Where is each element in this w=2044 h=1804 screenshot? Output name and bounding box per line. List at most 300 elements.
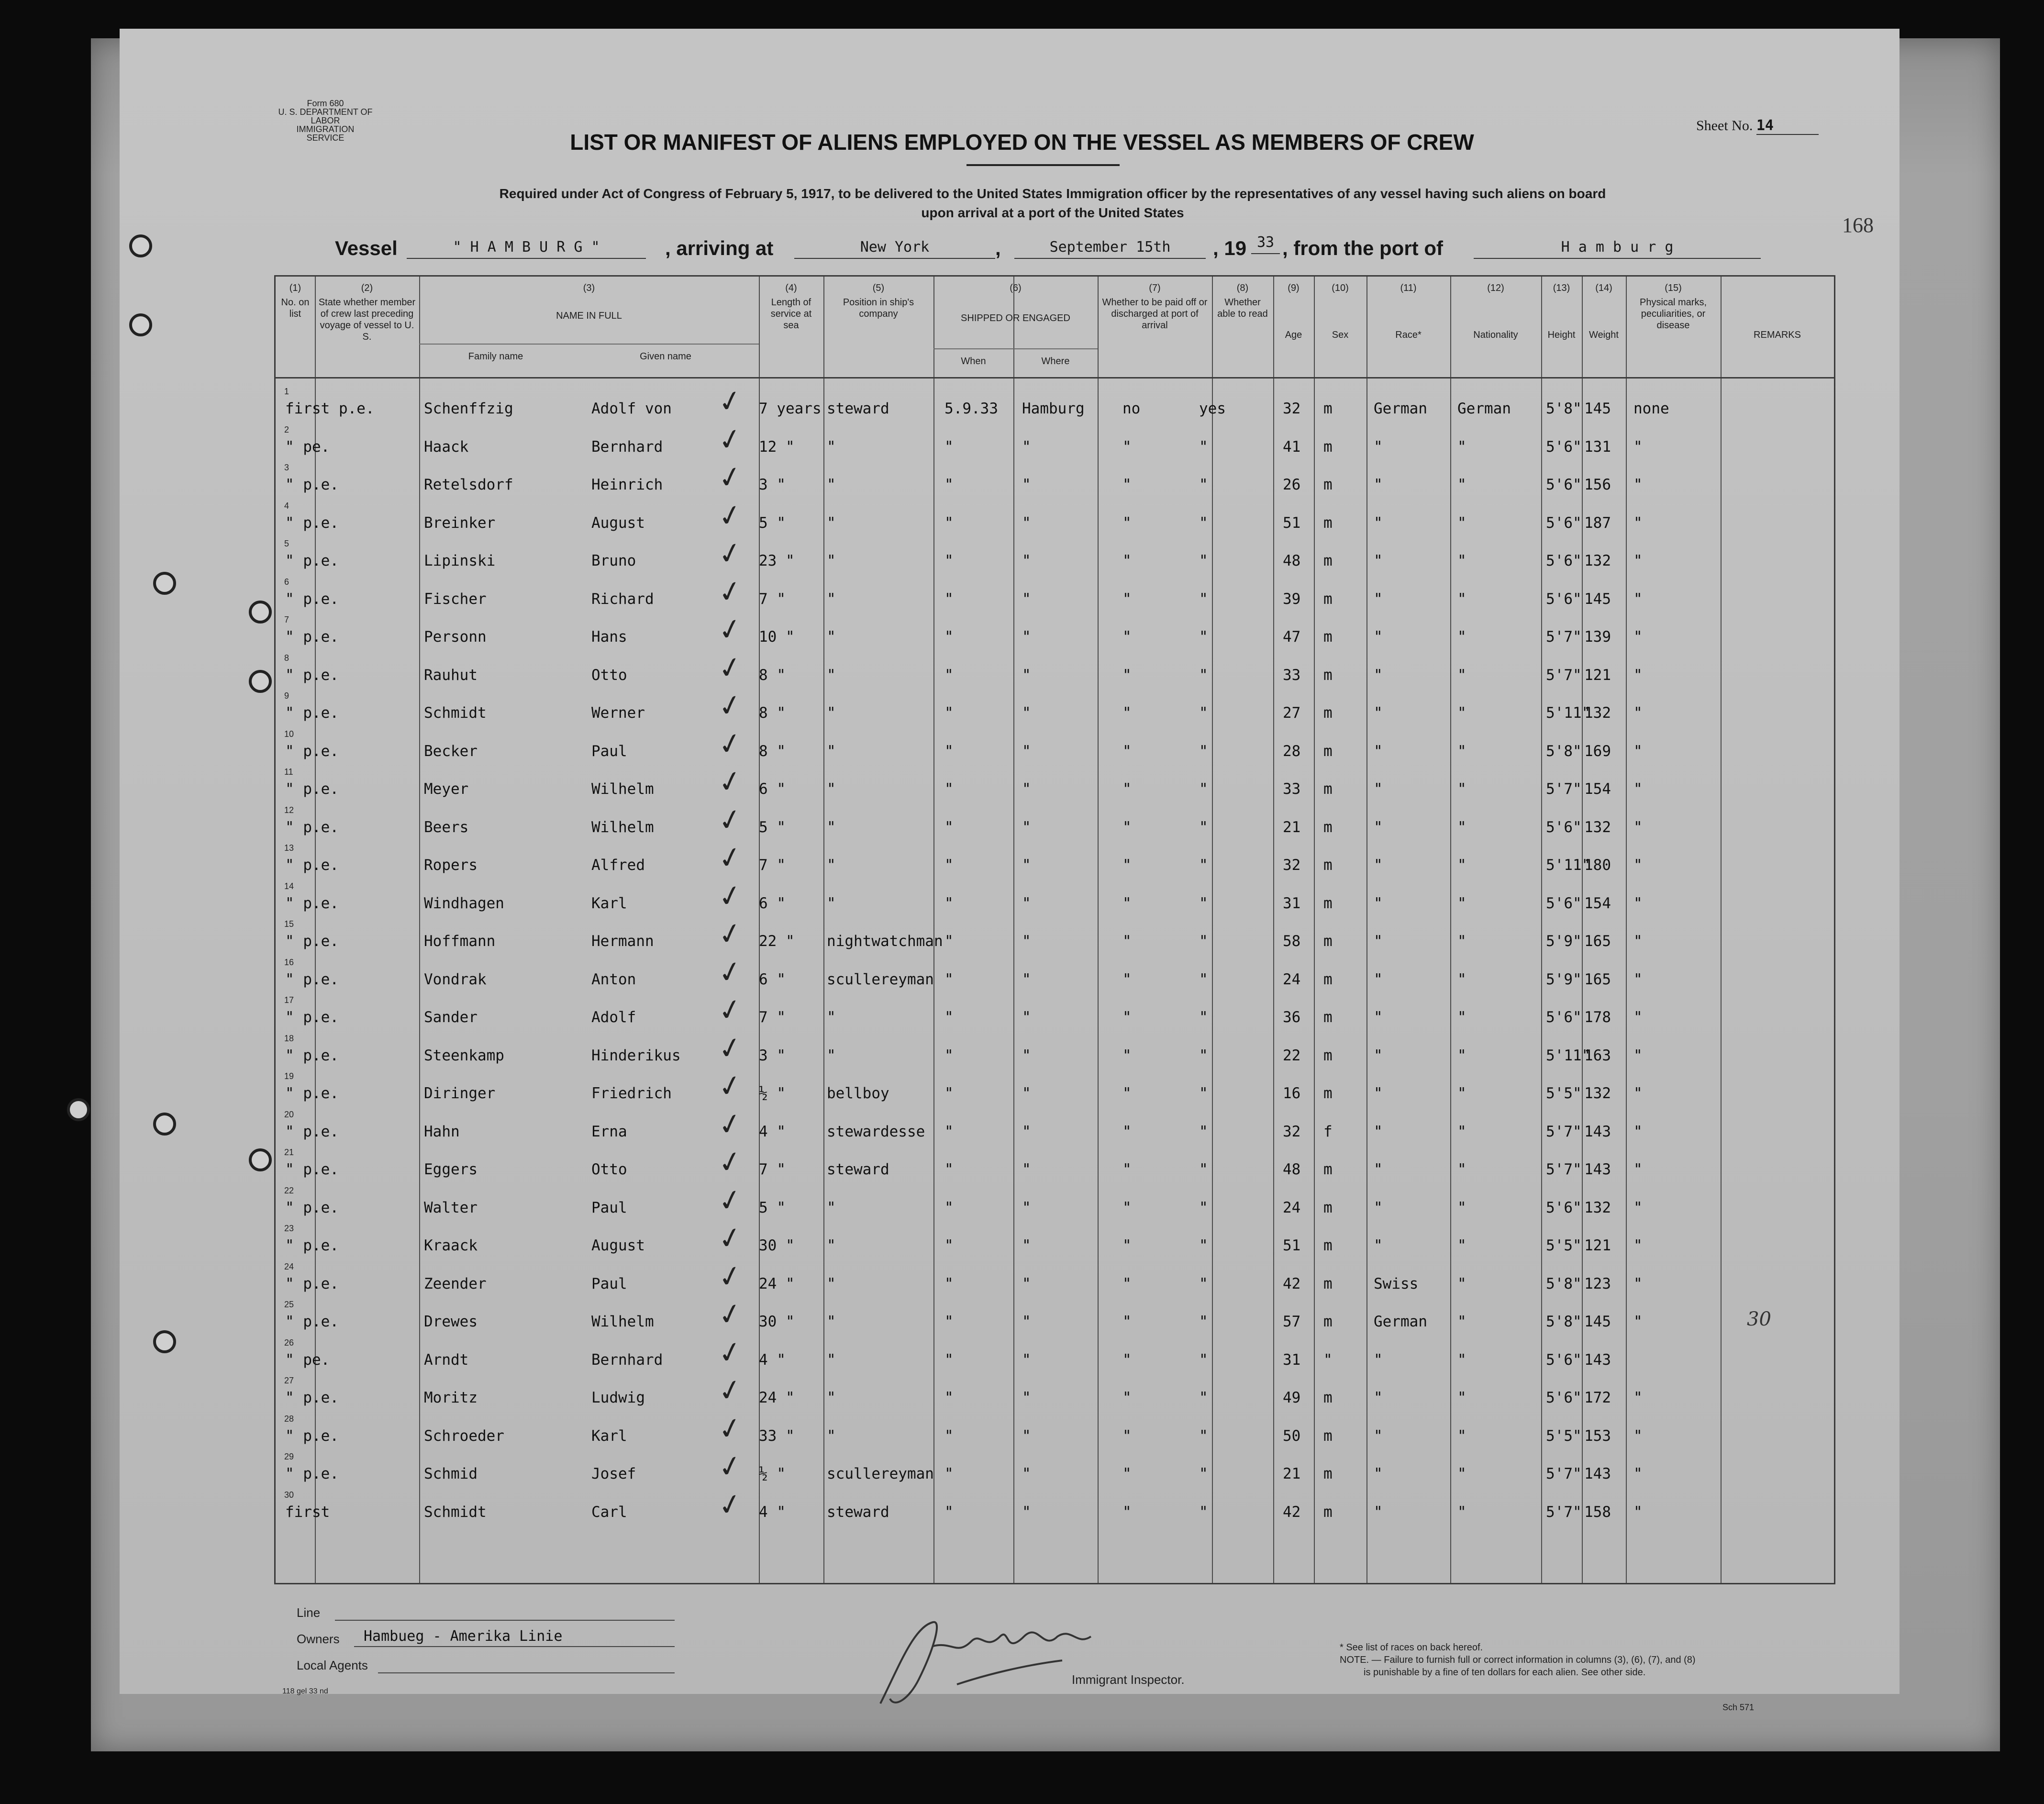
cell-shipped-when: " (944, 857, 954, 874)
cell-state-last-voyage: " p.e. (285, 1009, 339, 1026)
cell-given-name: Ludwig (591, 1389, 645, 1406)
cell-ship-position: " (827, 704, 836, 722)
cell-nationality: " (1457, 894, 1466, 912)
cell-family-name: Arndt (424, 1351, 469, 1369)
cell-height: 5'5" (1546, 1237, 1582, 1254)
cell-shipped-where: " (1022, 590, 1031, 608)
crew-manifest-table (274, 275, 1835, 1584)
cell-race: German (1374, 400, 1427, 417)
cell-paid-off: " (1122, 818, 1132, 836)
line-label: Line (297, 1605, 321, 1620)
cell-sex: m (1323, 1465, 1333, 1482)
column-header-c5-num: (5) (872, 283, 885, 293)
cell-physical-marks: " (1633, 1427, 1643, 1445)
cell-given-name: August (591, 1237, 645, 1254)
cell-physical-marks: " (1633, 1465, 1643, 1482)
sheet-number-label: Sheet No. (1696, 118, 1753, 134)
cell-family-name: Retelsdorf (424, 476, 513, 493)
cell-age: 22 (1283, 1047, 1301, 1064)
cell-ship-position: " (827, 438, 836, 456)
cell-race: " (1374, 1123, 1383, 1140)
cell-able-to-read: " (1199, 780, 1208, 798)
cell-sex: " (1323, 1351, 1333, 1369)
cell-paid-off: " (1122, 438, 1132, 456)
cell-nationality: " (1457, 970, 1466, 988)
local-agents-label: Local Agents (297, 1658, 368, 1672)
cell-height: 5'8" (1546, 400, 1582, 417)
cell-ship-position: steward (827, 1161, 889, 1178)
cell-state-last-voyage: " p.e. (285, 933, 339, 950)
cell-weight: 132 (1584, 552, 1611, 569)
cell-physical-marks: " (1633, 1085, 1643, 1102)
cell-height: 5'6" (1546, 1199, 1582, 1216)
cell-nationality: " (1457, 476, 1466, 493)
cell-nationality: " (1457, 1237, 1466, 1254)
cell-given-name: Bernhard (591, 438, 663, 456)
cell-state-last-voyage: " p.e. (285, 818, 339, 836)
cell-given-name: Heinrich (591, 476, 663, 493)
cell-able-to-read: " (1199, 894, 1208, 912)
column-header-c6-num: (6) (1010, 283, 1022, 293)
cell-family-name: Eggers (424, 1161, 478, 1178)
cell-race: " (1374, 970, 1383, 988)
cell-able-to-read: " (1199, 552, 1208, 569)
column-header-c5: Position in ship's company (843, 297, 914, 319)
cell-length-of-service: ½ " (759, 1465, 786, 1482)
cell-state-last-voyage: " p.e. (285, 1313, 339, 1330)
cell-ship-position: " (827, 742, 836, 760)
cell-shipped-when: " (944, 1313, 954, 1330)
subtitle-line-2: upon arrival at a port of the United States (921, 205, 1184, 220)
cell-shipped-when: " (944, 552, 954, 569)
binder-hole-icon (129, 313, 152, 336)
column-header-c10: Sex (1332, 330, 1349, 340)
cell-weight: 163 (1584, 1047, 1611, 1064)
cell-length-of-service: 3 " (759, 1047, 786, 1064)
column-header-c8-num: (8) (1236, 283, 1249, 293)
cell-race: " (1374, 1465, 1383, 1482)
cell-paid-off: " (1122, 1009, 1132, 1026)
manifest-title: LIST OR MANIFEST OF ALIENS EMPLOYED ON THE VESSEL AS MEMBERS OF CREW (570, 130, 1474, 155)
year-prefix: , 19 (1213, 237, 1247, 259)
column-header-c2: State whether member of crew last preceding voyage of vessel to U. S. (318, 297, 416, 342)
cell-state-last-voyage: " p.e. (285, 1427, 339, 1445)
cell-shipped-when: " (944, 704, 954, 722)
cell-shipped-when: " (944, 1123, 954, 1140)
binder-hole-icon (153, 1113, 176, 1136)
row-number: 4 (284, 501, 289, 511)
cell-age: 39 (1283, 590, 1301, 608)
check-mark-icon: ✓ (715, 915, 746, 953)
cell-ship-position: " (827, 590, 836, 608)
check-mark-icon: ✓ (715, 1219, 746, 1258)
cell-paid-off: " (1122, 970, 1132, 988)
column-header-c1-num: (1) (289, 283, 301, 293)
table-row (276, 421, 1834, 462)
cell-given-name: Bernhard (591, 1351, 663, 1369)
cell-family-name: Kraack (424, 1237, 478, 1254)
cell-ship-position: " (827, 552, 836, 569)
cell-shipped-when: 5.9.33 (944, 400, 998, 417)
cell-given-name: Erna (591, 1123, 627, 1140)
cell-sex: m (1323, 628, 1333, 646)
cell-length-of-service: 7 " (759, 1009, 786, 1026)
table-row (276, 1486, 1834, 1527)
cell-able-to-read: " (1199, 1351, 1208, 1369)
table-row (276, 458, 1834, 500)
row-number: 12 (284, 805, 294, 815)
cell-weight: 154 (1584, 894, 1611, 912)
cell-nationality: " (1457, 1047, 1466, 1064)
binder-hole-icon (67, 1098, 90, 1121)
cell-sex: m (1323, 818, 1333, 836)
cell-age: 48 (1283, 1161, 1301, 1178)
cell-shipped-when: " (944, 476, 954, 493)
cell-physical-marks: " (1633, 1009, 1643, 1026)
cell-ship-position: " (827, 628, 836, 646)
cell-ship-position: " (827, 857, 836, 874)
cell-sex: m (1323, 1389, 1333, 1406)
cell-shipped-where: " (1022, 857, 1031, 874)
cell-given-name: Friedrich (591, 1085, 672, 1102)
cell-weight: 154 (1584, 780, 1611, 798)
cell-ship-position: " (827, 818, 836, 836)
cell-able-to-read: " (1199, 704, 1208, 722)
cell-given-name: Karl (591, 894, 627, 912)
cell-ship-position: " (827, 1275, 836, 1292)
cell-shipped-where: " (1022, 1351, 1031, 1369)
table-row (276, 1295, 1834, 1337)
check-mark-icon: ✓ (715, 839, 746, 877)
cell-nationality: " (1457, 1199, 1466, 1216)
cell-weight: 145 (1584, 1313, 1611, 1330)
cell-race: " (1374, 1199, 1383, 1216)
cell-weight: 143 (1584, 1465, 1611, 1482)
cell-shipped-where: " (1022, 1389, 1031, 1406)
immigrant-inspector-label: Immigrant Inspector. (1072, 1672, 1185, 1687)
table-row (276, 877, 1834, 919)
cell-age: 28 (1283, 742, 1301, 760)
owners-value: Hambueg - Amerika Linie (364, 1628, 563, 1645)
table-row (276, 1029, 1834, 1071)
cell-sex: m (1323, 1199, 1333, 1216)
row-number: 9 (284, 691, 289, 701)
cell-sex: m (1323, 1009, 1333, 1026)
cell-race: " (1374, 628, 1383, 646)
header-divider (276, 377, 1834, 379)
cell-state-last-voyage: " p.e. (285, 628, 339, 646)
cell-physical-marks: " (1633, 590, 1643, 608)
column-header-c11: Race* (1395, 330, 1422, 340)
cell-family-name: Steenkamp (424, 1047, 504, 1064)
cell-sex: m (1323, 857, 1333, 874)
cell-shipped-where: " (1022, 933, 1031, 950)
sheet-number-value: 14 (1756, 117, 1819, 135)
table-row (276, 1334, 1834, 1375)
column-header-c4-num: (4) (785, 283, 797, 293)
cell-physical-marks: " (1633, 1161, 1643, 1178)
binder-hole-icon (153, 572, 176, 595)
cell-length-of-service: 7 " (759, 857, 786, 874)
cell-given-name: Carl (591, 1503, 627, 1521)
cell-race: German (1374, 1313, 1427, 1330)
cell-ship-position: " (827, 1199, 836, 1216)
cell-ship-position: " (827, 1427, 836, 1445)
arriving-at-value: New York (794, 239, 995, 259)
cell-state-last-voyage: " p.e. (285, 1047, 339, 1064)
cell-able-to-read: yes (1199, 400, 1226, 417)
penalty-note-1: NOTE. — Failure to furnish full or correct information in columns (3), (6), (7), and (8) (1340, 1655, 1696, 1665)
cell-race: " (1374, 1427, 1383, 1445)
row-number: 21 (284, 1147, 294, 1157)
cell-paid-off: " (1122, 1047, 1132, 1064)
cell-able-to-read: " (1199, 1009, 1208, 1026)
cell-able-to-read: " (1199, 1465, 1208, 1482)
cell-nationality: " (1457, 666, 1466, 684)
check-mark-icon: ✓ (715, 458, 746, 497)
cell-family-name: Haack (424, 438, 469, 456)
cell-shipped-where: Hamburg (1022, 400, 1085, 417)
binder-hole-icon (129, 234, 152, 257)
cell-family-name: Schenffzig (424, 400, 513, 417)
remarks-handwritten-note: 30 (1747, 1308, 1771, 1330)
row-number: 22 (284, 1185, 294, 1195)
sheet-number (1696, 117, 1819, 135)
row-number: 18 (284, 1033, 294, 1043)
cell-state-last-voyage: first p.e. (285, 400, 375, 417)
cell-shipped-when: " (944, 1427, 954, 1445)
cell-ship-position: scullereyman (827, 1465, 934, 1482)
cell-shipped-when: " (944, 933, 954, 950)
cell-race: " (1374, 742, 1383, 760)
cell-shipped-when: " (944, 1503, 954, 1521)
cell-race: " (1374, 780, 1383, 798)
cell-weight: 169 (1584, 742, 1611, 760)
cell-able-to-read: " (1199, 514, 1208, 532)
cell-sex: m (1323, 476, 1333, 493)
cell-weight: 132 (1584, 1085, 1611, 1102)
table-row (276, 1181, 1834, 1223)
cell-length-of-service: 30 " (759, 1237, 795, 1254)
column-header-c14: Weight (1589, 330, 1619, 340)
row-number: 20 (284, 1109, 294, 1119)
check-mark-icon: ✓ (715, 1486, 746, 1524)
cell-sex: m (1323, 742, 1333, 760)
cell-shipped-where: " (1022, 970, 1031, 988)
cell-height: 5'11" (1546, 704, 1591, 722)
cell-nationality: " (1457, 590, 1466, 608)
cell-shipped-where: " (1022, 1465, 1031, 1482)
year-value: 33 (1251, 234, 1280, 254)
cell-weight: 178 (1584, 1009, 1611, 1026)
check-mark-icon: ✓ (715, 725, 746, 763)
cell-state-last-voyage: first (285, 1503, 330, 1521)
arriving-label: , arriving at (665, 237, 774, 259)
check-mark-icon: ✓ (715, 991, 746, 1029)
cell-state-last-voyage: " p.e. (285, 857, 339, 874)
check-mark-icon: ✓ (715, 763, 746, 801)
cell-length-of-service: 24 " (759, 1275, 795, 1292)
cell-age: 33 (1283, 666, 1301, 684)
cell-physical-marks: " (1633, 666, 1643, 684)
cell-shipped-when: " (944, 1465, 954, 1482)
cell-shipped-when: " (944, 1085, 954, 1102)
cell-shipped-where: " (1022, 894, 1031, 912)
print-code: 118 gel 33 nd (282, 1687, 328, 1695)
column-header-c3: NAME IN FULL (556, 311, 622, 321)
cell-age: 58 (1283, 933, 1301, 950)
cell-paid-off: " (1122, 1161, 1132, 1178)
check-mark-icon: ✓ (715, 421, 746, 458)
table-row (276, 1371, 1834, 1413)
cell-physical-marks: " (1633, 1199, 1643, 1216)
cell-nationality: " (1457, 1161, 1466, 1178)
cell-able-to-read: " (1199, 590, 1208, 608)
column-header-c16: REMARKS (1754, 330, 1801, 340)
cell-ship-position: " (827, 1009, 836, 1026)
cell-weight: 172 (1584, 1389, 1611, 1406)
cell-height: 5'8" (1546, 742, 1582, 760)
cell-physical-marks: " (1633, 1047, 1643, 1064)
cell-height: 5'8" (1546, 1275, 1582, 1292)
column-header-c10-num: (10) (1332, 283, 1349, 293)
cell-nationality: " (1457, 628, 1466, 646)
department-name: U. S. DEPARTMENT OF LABOR (278, 107, 373, 125)
cell-family-name: Schmidt (424, 704, 487, 722)
cell-shipped-where: " (1022, 704, 1031, 722)
table-row (276, 649, 1834, 690)
cell-paid-off: " (1122, 742, 1132, 760)
cell-paid-off: " (1122, 514, 1132, 532)
check-mark-icon: ✓ (715, 687, 746, 725)
cell-height: 5'7" (1546, 780, 1582, 798)
cell-nationality: " (1457, 780, 1466, 798)
cell-sex: m (1323, 1161, 1333, 1178)
cell-length-of-service: 3 " (759, 476, 786, 493)
cell-age: 24 (1283, 970, 1301, 988)
cell-state-last-voyage: " p.e. (285, 780, 339, 798)
cell-age: 32 (1283, 857, 1301, 874)
cell-age: 21 (1283, 818, 1301, 836)
cell-given-name: Wilhelm (591, 818, 654, 836)
cell-paid-off: " (1122, 476, 1132, 493)
check-mark-icon: ✓ (715, 1029, 746, 1067)
table-row (276, 801, 1834, 843)
cell-able-to-read: " (1199, 1389, 1208, 1406)
cell-paid-off: " (1122, 704, 1132, 722)
cell-length-of-service: 23 " (759, 552, 795, 569)
column-header-c12: Nationality (1473, 330, 1518, 340)
cell-family-name: Moritz (424, 1389, 478, 1406)
cell-length-of-service: 8 " (759, 704, 786, 722)
cell-nationality: " (1457, 742, 1466, 760)
table-row (276, 839, 1834, 880)
cell-sex: m (1323, 933, 1333, 950)
cell-paid-off: " (1122, 1313, 1132, 1330)
table-row (276, 1105, 1834, 1147)
row-number: 7 (284, 615, 289, 624)
cell-given-name: Hinderikus (591, 1047, 681, 1064)
cell-physical-marks: " (1633, 933, 1643, 950)
cell-family-name: Hoffmann (424, 933, 496, 950)
column-header-c9: Age (1285, 330, 1302, 340)
cell-race: " (1374, 857, 1383, 874)
cell-weight: 153 (1584, 1427, 1611, 1445)
cell-able-to-read: " (1199, 857, 1208, 874)
cell-length-of-service: 8 " (759, 742, 786, 760)
cell-height: 5'7" (1546, 666, 1582, 684)
cell-age: 51 (1283, 514, 1301, 532)
check-mark-icon: ✓ (715, 1371, 746, 1410)
cell-weight: 121 (1584, 666, 1611, 684)
cell-age: 57 (1283, 1313, 1301, 1330)
check-mark-icon: ✓ (715, 382, 746, 421)
cell-sex: m (1323, 666, 1333, 684)
cell-paid-off: " (1122, 1237, 1132, 1254)
cell-nationality: " (1457, 1427, 1466, 1445)
column-header-c7: Whether to be paid off or discharged at port of arrival (1102, 297, 1208, 331)
cell-ship-position: " (827, 1313, 836, 1330)
cell-race: " (1374, 590, 1383, 608)
cell-weight: 158 (1584, 1503, 1611, 1521)
cell-paid-off: " (1122, 1085, 1132, 1102)
cell-given-name: August (591, 514, 645, 532)
cell-shipped-where: " (1022, 438, 1031, 456)
cell-physical-marks: " (1633, 1237, 1643, 1254)
cell-shipped-when: " (944, 970, 954, 988)
cell-physical-marks: " (1633, 857, 1643, 874)
cell-sex: m (1323, 400, 1333, 417)
cell-height: 5'11" (1546, 857, 1591, 874)
cell-able-to-read: " (1199, 666, 1208, 684)
row-number: 30 (284, 1490, 294, 1500)
cell-family-name: Rauhut (424, 666, 478, 684)
cell-ship-position: " (827, 514, 836, 532)
cell-nationality: " (1457, 818, 1466, 836)
cell-race: " (1374, 1389, 1383, 1406)
cell-age: 32 (1283, 1123, 1301, 1140)
cell-able-to-read: " (1199, 1085, 1208, 1102)
cell-ship-position: nightwatchman (827, 933, 943, 950)
cell-paid-off: " (1122, 666, 1132, 684)
page-number: 168 (1842, 213, 1874, 237)
cell-race: " (1374, 1503, 1383, 1521)
cell-given-name: Adolf von (591, 400, 672, 417)
cell-able-to-read: " (1199, 1123, 1208, 1140)
cell-height: 5'7" (1546, 1161, 1582, 1178)
cell-state-last-voyage: " p.e. (285, 970, 339, 988)
cell-able-to-read: " (1199, 742, 1208, 760)
cell-height: 5'6" (1546, 438, 1582, 456)
cell-able-to-read: " (1199, 1313, 1208, 1330)
cell-length-of-service: 4 " (759, 1503, 786, 1521)
check-mark-icon: ✓ (715, 1258, 746, 1295)
cell-paid-off: " (1122, 1199, 1132, 1216)
cell-ship-position: " (827, 780, 836, 798)
cell-family-name: Zeender (424, 1275, 487, 1292)
cell-shipped-when: " (944, 590, 954, 608)
binder-hole-icon (153, 1330, 176, 1353)
cell-weight: 121 (1584, 1237, 1611, 1254)
cell-age: 51 (1283, 1237, 1301, 1254)
cell-height: 5'6" (1546, 1351, 1582, 1369)
cell-state-last-voyage: " p.e. (285, 1085, 339, 1102)
cell-race: " (1374, 552, 1383, 569)
row-number: 15 (284, 919, 294, 929)
penalty-note-2: is punishable by a fine of ten dollars for each alien. See other side. (1364, 1667, 1646, 1678)
cell-ship-position: " (827, 1047, 836, 1064)
cell-family-name: Breinker (424, 514, 496, 532)
